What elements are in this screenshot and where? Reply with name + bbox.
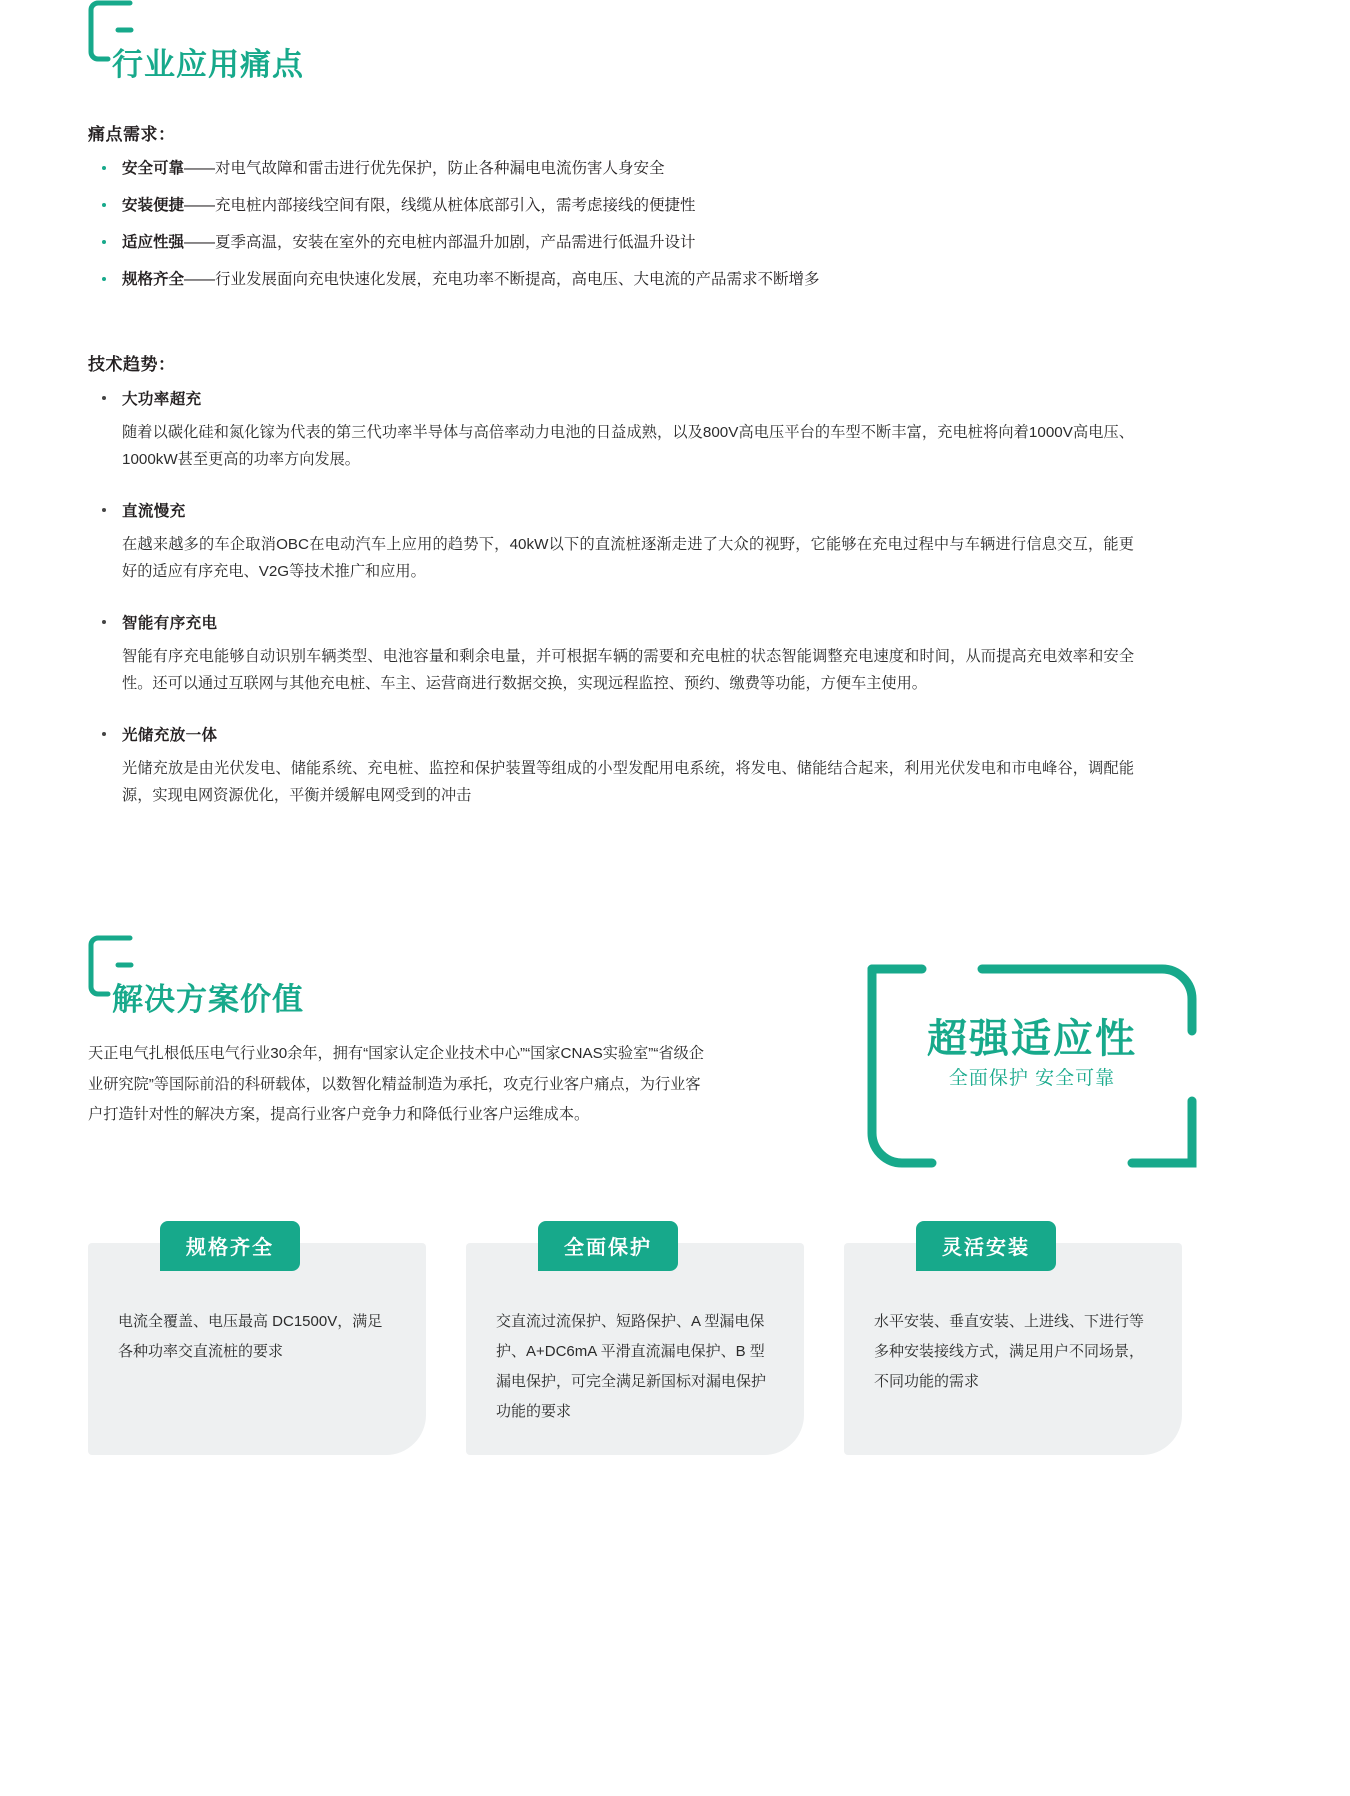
trend-title: 直流慢充 bbox=[122, 503, 186, 521]
card-body-text: 水平安装、垂直安装、上进线、下进行等多种安装接线方式，满足用户不同场景，不同功能的需求 bbox=[874, 1312, 1145, 1390]
page-title-pain: 行业应用痛点 bbox=[112, 47, 304, 82]
bullet-dot-icon bbox=[102, 620, 106, 624]
adaptability-badge bbox=[862, 961, 1202, 1171]
list-item bbox=[88, 194, 1262, 218]
bullet-dot-icon bbox=[102, 166, 106, 170]
pain-dash: —— bbox=[184, 197, 216, 215]
feature-card-installation bbox=[844, 1236, 1182, 1455]
list-item bbox=[88, 387, 1262, 473]
pain-dash: —— bbox=[184, 271, 216, 289]
list-item bbox=[88, 611, 1262, 697]
bullet-dot-icon bbox=[102, 240, 106, 244]
pain-term: 规格齐全 bbox=[122, 271, 185, 289]
section-header-pain-points bbox=[88, 0, 1262, 86]
badge-title: 超强适应性 bbox=[927, 1017, 1137, 1062]
pain-text: 夏季高温，安装在室外的充电桩内部温升加剧，产品需进行低温升设计 bbox=[215, 234, 696, 252]
feature-card-list bbox=[88, 1236, 1262, 1515]
bullet-dot-icon bbox=[102, 277, 106, 281]
trend-body: 在越来越多的车企取消OBC在电动汽车上应用的趋势下，40kW以下的直流桩逐渐走进了大众的视野，它能够在充电过程中与车辆进行信息交互，能更好的适应有序充电、V2G等技术推广和应用。 bbox=[122, 536, 1134, 581]
page-title-value: 解决方案价值 bbox=[112, 982, 304, 1018]
trend-body: 光储充放是由光伏发电、储能系统、充电桩、监控和保护装置等组成的小型发配用电系统，将发电、储能结合起来，利用光伏发电和市电峰谷，调配能源，实现电网资源优化，平衡并缓解电网受到的冲击 bbox=[122, 760, 1134, 805]
trend-body: 智能有序充电能够自动识别车辆类型、电池容量和剩余电量，并可根据车辆的需要和充电桩的状态智能调整充电速度和时间，从而提高充电效率和安全性。还可以通过互联网与其他充电桩、车主、运营商进行数据交换，实现远程监控、预约、缴费等功能，方便车主使用。 bbox=[122, 648, 1134, 693]
card-body-text: 交直流过流保护、短路保护、A 型漏电保护、A+DC6mA 平滑直流漏电保护、B 型漏电保护，可完全满足新国标对漏电保护功能的要求 bbox=[496, 1312, 767, 1420]
feature-card-specs bbox=[88, 1236, 426, 1455]
pain-text: 充电桩内部接线空间有限，线缆从桩体底部引入，需考虑接线的便捷性 bbox=[215, 197, 696, 215]
bracket-mark-icon bbox=[88, 935, 134, 997]
bullet-dot-icon bbox=[102, 508, 106, 512]
bullet-dot-icon bbox=[102, 203, 106, 207]
pain-text: 行业发展面向充电快速化发展，充电功率不断提高，高电压、大电流的产品需求不断增多 bbox=[215, 271, 820, 289]
card-tab-label: 全面保护 bbox=[538, 1221, 678, 1271]
pain-term: 安装便捷 bbox=[122, 197, 185, 215]
feature-card-protection bbox=[466, 1236, 804, 1455]
card-tab-label: 灵活安装 bbox=[916, 1221, 1056, 1271]
trend-list bbox=[88, 387, 1262, 809]
card-tab-label: 规格齐全 bbox=[160, 1221, 300, 1271]
solution-value-paragraph: 天正电气扎根低压电气行业30余年，拥有“国家认定企业技术中心”“国家CNAS实验室”“省级企业研究院”等国际前沿的科研载体，以数智化精益制造为承托，攻克行业客户痛点，为行业客户打造针对性的解决方案，提高行业客户竞争力和降低行业客户运维成本。 bbox=[88, 1045, 704, 1124]
list-item bbox=[88, 157, 1262, 181]
trend-title: 大功率超充 bbox=[122, 391, 202, 409]
pain-point-list bbox=[88, 157, 1262, 292]
list-item bbox=[88, 268, 1262, 292]
trend-title: 光储充放一体 bbox=[122, 727, 218, 745]
badge-subtitle: 全面保护 安全可靠 bbox=[948, 1068, 1116, 1090]
pain-term: 安全可靠 bbox=[122, 160, 185, 177]
pain-text: 对电气故障和雷击进行优先保护，防止各种漏电电流伤害人身安全 bbox=[215, 160, 665, 177]
subheading-tech-trends: 技术趋势： bbox=[88, 355, 176, 375]
list-item bbox=[88, 723, 1262, 809]
trend-title: 智能有序充电 bbox=[122, 615, 218, 633]
bullet-dot-icon bbox=[102, 732, 106, 736]
trend-body: 随着以碳化硅和氮化镓为代表的第三代功率半导体与高倍率动力电池的日益成熟，以及800V高电压平台的车型不断丰富，充电桩将向着1000V高电压、1000kW甚至更高的功率方向发展。 bbox=[122, 424, 1134, 469]
pain-dash: —— bbox=[184, 160, 216, 177]
list-item bbox=[88, 499, 1262, 585]
pain-dash: —— bbox=[184, 234, 216, 252]
bracket-mark-icon bbox=[88, 0, 134, 62]
card-body-text: 电流全覆盖、电压最高 DC1500V，满足各种功率交直流桩的要求 bbox=[118, 1312, 383, 1360]
section-solution-value bbox=[88, 935, 1262, 1514]
pain-term: 适应性强 bbox=[122, 234, 185, 252]
bullet-dot-icon bbox=[102, 396, 106, 400]
list-item bbox=[88, 231, 1262, 255]
subheading-pain-needs: 痛点需求： bbox=[88, 125, 176, 144]
